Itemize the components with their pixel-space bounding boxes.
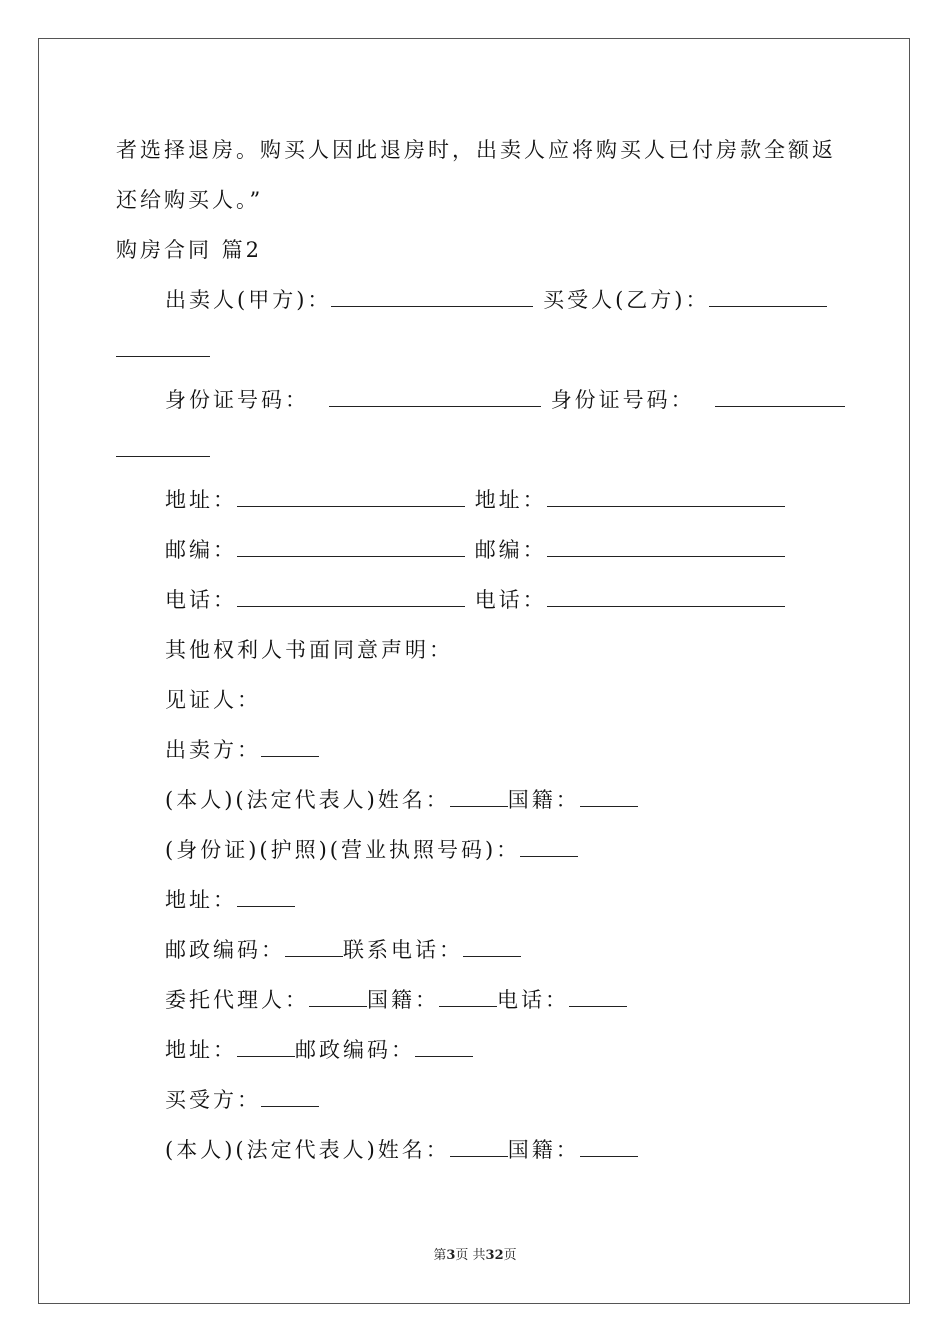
id-label-2: 身份证号码：	[550, 388, 695, 412]
phone-label-1: 电话：	[165, 588, 237, 612]
buyer-title-blank	[261, 1080, 319, 1107]
buyer-name-blank	[450, 1130, 508, 1157]
seller-address-label: 地址：	[165, 888, 237, 912]
witness-label: 见证人：	[165, 688, 261, 712]
seller-agent-row	[165, 980, 627, 1020]
address-label-2: 地址：	[474, 488, 547, 512]
buyer-nationality-label: 国籍：	[507, 1138, 580, 1162]
continuation-line-2: 还给购买人。”	[116, 188, 264, 212]
buyer-blank	[709, 280, 827, 307]
seller-agent-phone-label: 电话：	[497, 988, 569, 1012]
seller-blank	[331, 280, 533, 307]
seller-agent-phone-blank	[569, 980, 627, 1007]
buyer-title-row	[165, 1080, 319, 1120]
seller-agent-address-label: 地址：	[165, 1038, 237, 1062]
seller-nationality-blank	[580, 780, 638, 807]
seller-buyer-row	[165, 280, 827, 320]
page-footer	[0, 1244, 950, 1263]
address-blank-1	[237, 480, 465, 507]
phone-row	[165, 580, 785, 620]
seller-address-blank	[237, 880, 295, 907]
footer-page-current: 3	[446, 1248, 456, 1263]
postcode-label-1: 邮编：	[165, 538, 237, 562]
footer-page-mid: 页 共	[455, 1248, 486, 1263]
buyer-name-row	[165, 1130, 638, 1170]
seller-agent-postcode-label: 邮政编码：	[295, 1038, 415, 1062]
id-row-cont	[116, 430, 210, 470]
seller-contact-phone-blank	[463, 930, 521, 957]
buyer-label: 买受人(乙方)：	[543, 288, 710, 312]
seller-name-row	[165, 780, 638, 820]
buyer-title: 买受方：	[165, 1088, 261, 1112]
seller-id-row	[165, 830, 578, 870]
id-blank-cont	[116, 430, 210, 457]
consent-statement: 其他权利人书面同意声明：	[165, 638, 453, 662]
seller-title-row	[165, 730, 319, 770]
buyer-name-label: (本人)(法定代表人)姓名：	[165, 1138, 450, 1162]
id-row	[165, 380, 845, 420]
phone-blank-1	[237, 580, 465, 607]
postcode-blank-1	[237, 530, 465, 557]
id-blank-1	[329, 380, 541, 407]
seller-contact-phone-label: 联系电话：	[343, 938, 463, 962]
address-label-1: 地址：	[165, 488, 237, 512]
phone-label-2: 电话：	[474, 588, 547, 612]
seller-id-label: (身份证)(护照)(营业执照号码)：	[165, 838, 521, 862]
seller-agent-nationality-label: 国籍：	[367, 988, 439, 1012]
seller-postcode-blank	[285, 930, 343, 957]
seller-postcode-row	[165, 930, 521, 970]
footer-page-prefix: 第	[433, 1248, 447, 1263]
id-label-1: 身份证号码：	[165, 388, 309, 412]
seller-address-row	[165, 880, 295, 920]
postcode-label-2: 邮编：	[474, 538, 547, 562]
seller-agent-blank	[309, 980, 367, 1007]
seller-buyer-row-cont	[116, 330, 210, 370]
postcode-row	[165, 530, 785, 570]
id-blank-2	[715, 380, 845, 407]
seller-agent-label: 委托代理人：	[165, 988, 309, 1012]
continuation-line-1: 者选择退房。购买人因此退房时，出卖人应将购买人已付房款全额返	[116, 138, 836, 162]
seller-agent-address-row	[165, 1030, 473, 1070]
postcode-blank-2	[547, 530, 785, 557]
seller-label: 出卖人(甲方)：	[165, 288, 332, 312]
section-heading: 购房合同 篇2	[116, 238, 263, 262]
footer-page-total: 32	[485, 1248, 504, 1263]
seller-title-blank	[261, 730, 319, 757]
address-row	[165, 480, 785, 520]
address-blank-2	[547, 480, 785, 507]
seller-agent-address-blank	[237, 1030, 295, 1057]
footer-page-suffix: 页	[503, 1248, 517, 1263]
seller-name-label: (本人)(法定代表人)姓名：	[165, 788, 450, 812]
seller-agent-postcode-blank	[415, 1030, 473, 1057]
seller-id-blank	[520, 830, 578, 857]
seller-agent-nationality-blank	[439, 980, 497, 1007]
seller-nationality-label: 国籍：	[507, 788, 580, 812]
seller-name-blank	[450, 780, 508, 807]
buyer-nationality-blank	[580, 1130, 638, 1157]
buyer-blank-cont	[116, 330, 210, 357]
seller-title: 出卖方：	[165, 738, 261, 762]
phone-blank-2	[547, 580, 785, 607]
seller-postcode-label: 邮政编码：	[165, 938, 285, 962]
